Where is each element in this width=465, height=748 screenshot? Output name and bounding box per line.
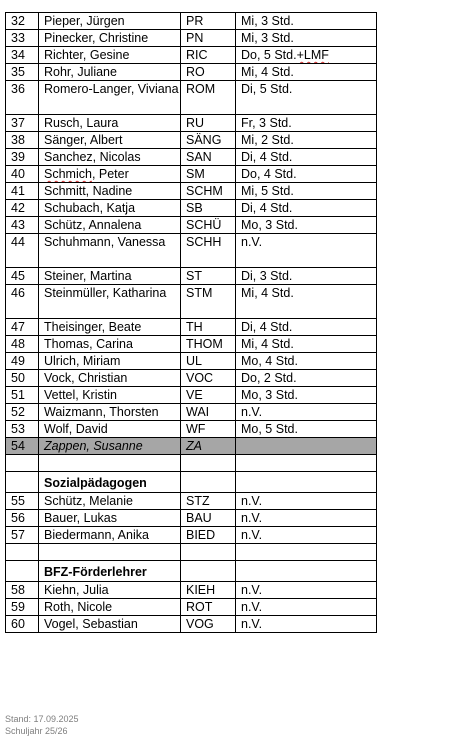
teacher-abbreviation: SM [181, 166, 236, 183]
consultation-hours: Mi, 4 Std. [236, 336, 377, 353]
row-number: 40 [6, 166, 39, 183]
table-row [6, 47, 377, 64]
teacher-abbreviation: BIED [181, 527, 236, 544]
consultation-hours: Do, 4 Std. [236, 166, 377, 183]
consultation-hours: Di, 4 Std. [236, 319, 377, 336]
row-number: 34 [6, 47, 39, 64]
table-row [6, 387, 377, 404]
row-number: 33 [6, 30, 39, 47]
row-number: 37 [6, 115, 39, 132]
teacher-abbreviation: UL [181, 353, 236, 370]
table-row [6, 217, 377, 234]
table-row [6, 404, 377, 421]
consultation-hours: Do, 2 Std. [236, 370, 377, 387]
consultation-hours: Mi, 4 Std. [236, 64, 377, 81]
teacher-abbreviation: SCHM [181, 183, 236, 200]
row-number: 46 [6, 285, 39, 319]
consultation-hours: Mo, 4 Std. [236, 353, 377, 370]
consultation-hours: n.V. [236, 234, 377, 268]
teacher-name: Vogel, Sebastian [39, 616, 181, 633]
consultation-hours: Di, 4 Std. [236, 200, 377, 217]
table-row [6, 115, 377, 132]
table-row [6, 493, 377, 510]
teacher-name: Sänger, Albert [39, 132, 181, 149]
consultation-hours: n.V. [236, 616, 377, 633]
consultation-hours: Mi, 4 Std. [236, 285, 377, 319]
teacher-name: Bauer, Lukas [39, 510, 181, 527]
consultation-hours: n.V. [236, 493, 377, 510]
consultation-hours: Mi, 3 Std. [236, 13, 377, 30]
row-number: 55 [6, 493, 39, 510]
table-row [6, 132, 377, 149]
table-row [6, 421, 377, 438]
teacher-abbreviation: PR [181, 13, 236, 30]
consultation-hours: n.V. [236, 582, 377, 599]
table-row [6, 30, 377, 47]
teacher-name: Kiehn, Julia [39, 582, 181, 599]
row-number: 53 [6, 421, 39, 438]
teacher-abbreviation: ROM [181, 81, 236, 115]
consultation-hours: Mi, 2 Std. [236, 132, 377, 149]
row-number: 49 [6, 353, 39, 370]
teacher-abbreviation: RIC [181, 47, 236, 64]
teacher-name: Pinecker, Christine [39, 30, 181, 47]
teacher-abbreviation: SAN [181, 149, 236, 166]
consultation-hours: Di, 5 Std. [236, 81, 377, 115]
row-number: 47 [6, 319, 39, 336]
teacher-name: Vettel, Kristin [39, 387, 181, 404]
consultation-hours: n.V. [236, 510, 377, 527]
table-row [6, 166, 377, 183]
teacher-name: Biedermann, Anika [39, 527, 181, 544]
teacher-name: Steiner, Martina [39, 268, 181, 285]
section-title: Sozialpädagogen [39, 472, 181, 493]
footer-school-year: Schuljahr 25/26 [5, 726, 68, 736]
teacher-name: Schütz, Annalena [39, 217, 181, 234]
table-row [6, 353, 377, 370]
staff-roster-table [5, 12, 377, 633]
table-row [6, 370, 377, 387]
footer-date: Stand: 17.09.2025 [5, 714, 79, 724]
teacher-abbreviation: ST [181, 268, 236, 285]
row-number: 44 [6, 234, 39, 268]
row-number: 58 [6, 582, 39, 599]
teacher-abbreviation: SCHH [181, 234, 236, 268]
section-header-social-pedagogues [6, 472, 377, 493]
teacher-name: Rohr, Juliane [39, 64, 181, 81]
row-number: 39 [6, 149, 39, 166]
spacer-row [6, 455, 377, 472]
section-header-bfz-teachers [6, 561, 377, 582]
row-number: 57 [6, 527, 39, 544]
table-row [6, 285, 377, 319]
row-number: 48 [6, 336, 39, 353]
teacher-abbreviation: ZA [181, 438, 236, 455]
teacher-name: Roth, Nicole [39, 599, 181, 616]
table-row [6, 64, 377, 81]
row-number: 54 [6, 438, 39, 455]
teacher-name: Rusch, Laura [39, 115, 181, 132]
consultation-hours: Mo, 5 Std. [236, 421, 377, 438]
teacher-abbreviation: THOM [181, 336, 236, 353]
teacher-abbreviation: WAI [181, 404, 236, 421]
teacher-name: Schuhmann, Vanessa [39, 234, 181, 268]
teacher-name [39, 166, 181, 183]
table-row [6, 510, 377, 527]
table-row [6, 582, 377, 599]
hours-main: Do, 5 Std. [241, 48, 297, 62]
teacher-name: Wolf, David [39, 421, 181, 438]
consultation-hours: Fr, 3 Std. [236, 115, 377, 132]
table-row [6, 13, 377, 30]
row-number: 50 [6, 370, 39, 387]
teacher-name: Schmitt, Nadine [39, 183, 181, 200]
document-footer [5, 713, 79, 737]
consultation-hours: Di, 3 Std. [236, 268, 377, 285]
name-rest: , Peter [91, 167, 129, 181]
consultation-hours: Di, 4 Std. [236, 149, 377, 166]
consultation-hours: Mo, 3 Std. [236, 217, 377, 234]
teacher-name: Sanchez, Nicolas [39, 149, 181, 166]
row-number: 45 [6, 268, 39, 285]
section-title: BFZ-Förderlehrer [39, 561, 181, 582]
table-row [6, 183, 377, 200]
row-number: 36 [6, 81, 39, 115]
teacher-name: Richter, Gesine [39, 47, 181, 64]
teacher-name: Zappen, Susanne [39, 438, 181, 455]
teacher-abbreviation: SCHÜ [181, 217, 236, 234]
teacher-abbreviation: PN [181, 30, 236, 47]
teacher-name: Pieper, Jürgen [39, 13, 181, 30]
table-row [6, 336, 377, 353]
spacer-row [6, 544, 377, 561]
consultation-hours: Mi, 3 Std. [236, 30, 377, 47]
table-row [6, 268, 377, 285]
consultation-hours: Mo, 3 Std. [236, 387, 377, 404]
teacher-abbreviation: VOC [181, 370, 236, 387]
table-row [6, 149, 377, 166]
hours-flag-spellcheck: +LMF [296, 48, 329, 62]
teacher-name: Steinmüller, Katharina [39, 285, 181, 319]
table-row-highlighted [6, 438, 377, 455]
teacher-abbreviation: WF [181, 421, 236, 438]
row-number: 60 [6, 616, 39, 633]
row-number: 41 [6, 183, 39, 200]
teacher-name: Ulrich, Miriam [39, 353, 181, 370]
table-row [6, 319, 377, 336]
consultation-hours: n.V. [236, 404, 377, 421]
teacher-name: Schubach, Katja [39, 200, 181, 217]
teacher-name: Romero-Langer, Viviana [39, 81, 181, 115]
table-row [6, 200, 377, 217]
teacher-abbreviation: TH [181, 319, 236, 336]
row-number: 35 [6, 64, 39, 81]
consultation-hours [236, 47, 377, 64]
consultation-hours: Mi, 5 Std. [236, 183, 377, 200]
table-row [6, 527, 377, 544]
teacher-abbreviation: KIEH [181, 582, 236, 599]
consultation-hours [236, 438, 377, 455]
teacher-abbreviation: RO [181, 64, 236, 81]
teacher-name: Theisinger, Beate [39, 319, 181, 336]
row-number: 51 [6, 387, 39, 404]
teacher-name: Waizmann, Thorsten [39, 404, 181, 421]
table-row [6, 616, 377, 633]
teacher-name: Schütz, Melanie [39, 493, 181, 510]
teacher-abbreviation: STM [181, 285, 236, 319]
teacher-abbreviation: ROT [181, 599, 236, 616]
table-row [6, 81, 377, 115]
teacher-name: Vock, Christian [39, 370, 181, 387]
table-row [6, 234, 377, 268]
row-number: 59 [6, 599, 39, 616]
teacher-abbreviation: VE [181, 387, 236, 404]
row-number: 32 [6, 13, 39, 30]
consultation-hours: n.V. [236, 599, 377, 616]
row-number: 42 [6, 200, 39, 217]
row-number: 56 [6, 510, 39, 527]
teacher-abbreviation: VOG [181, 616, 236, 633]
teacher-abbreviation: SB [181, 200, 236, 217]
teacher-abbreviation: RU [181, 115, 236, 132]
teacher-name: Thomas, Carina [39, 336, 181, 353]
table-row [6, 599, 377, 616]
teacher-abbreviation: STZ [181, 493, 236, 510]
row-number: 52 [6, 404, 39, 421]
name-spellcheck: Schmich [44, 167, 92, 181]
consultation-hours: n.V. [236, 527, 377, 544]
row-number: 43 [6, 217, 39, 234]
teacher-abbreviation: SÄNG [181, 132, 236, 149]
row-number: 38 [6, 132, 39, 149]
teacher-abbreviation: BAU [181, 510, 236, 527]
